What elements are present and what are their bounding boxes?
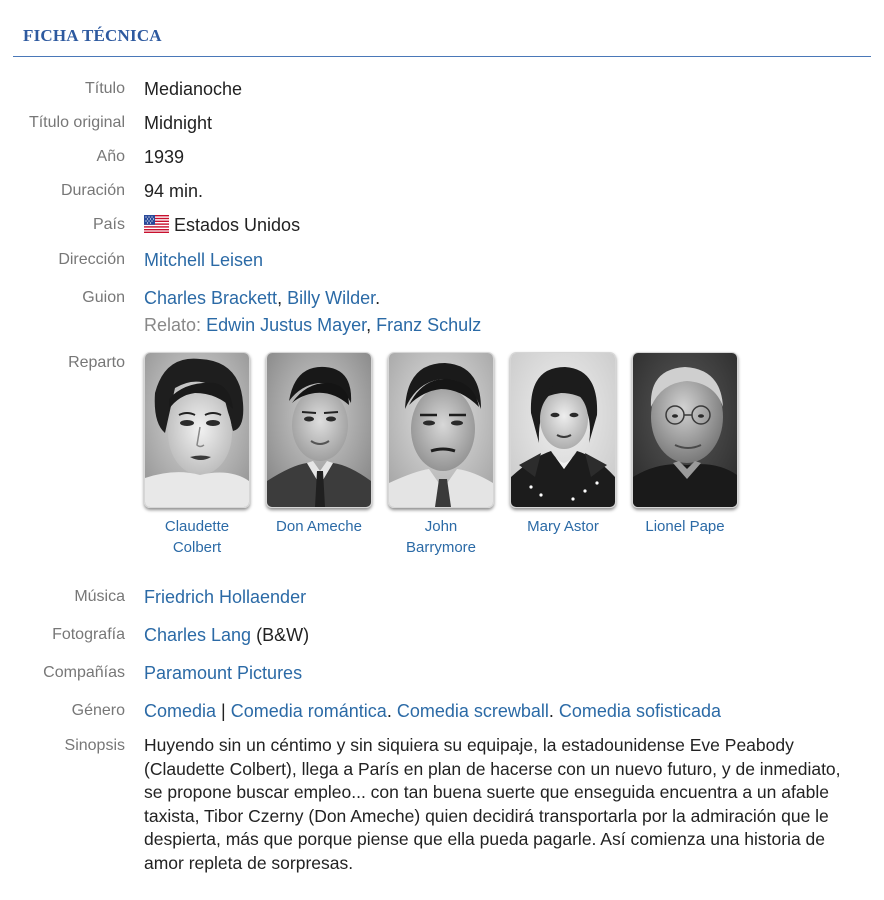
- relato-label: Relato:: [144, 315, 202, 335]
- label-titulo: Título: [84, 80, 125, 97]
- label-genero: Género: [71, 702, 125, 719]
- cast-card[interactable]: [144, 352, 250, 558]
- section-title: FICHA TÉCNICA: [23, 26, 162, 45]
- cast-name-link[interactable]: John Barrymore: [405, 518, 476, 556]
- label-guion: Guion: [82, 289, 125, 306]
- writer-link[interactable]: Billy Wilder: [287, 288, 376, 308]
- value-pais: [144, 212, 844, 241]
- cast-card[interactable]: [266, 352, 372, 537]
- cast-card[interactable]: [388, 352, 494, 558]
- genre-link[interactable]: Comedia romántica: [230, 701, 387, 721]
- cast-photo[interactable]: [144, 352, 250, 508]
- pais-name: Estados Unidos: [174, 215, 301, 235]
- cast-card[interactable]: [510, 352, 616, 537]
- cast-name-link[interactable]: Mary Astor: [527, 518, 599, 535]
- cast-card[interactable]: [632, 352, 738, 537]
- writer-link[interactable]: Charles Brackett: [144, 288, 278, 308]
- fotografia-note: (B&W): [256, 625, 310, 645]
- label-sinopsis: Sinopsis: [64, 737, 125, 754]
- synopsis-text: Huyendo sin un céntimo y sin siquiera su equipaje, la estadounidense Eve Peabody (Claudette Colbert), llega a París en plan de hacerse con un nuevo futuro, y de inmediato, se propone buscar empleo... con tan buena suerte que enseguida encuentra a un afable taxista, Tibor Czerny (Don Ameche) quien decidirá transportarla por la admiración que le despierta, más que porque piense que ella pueda pagarle. Así comienza una historia de amor repleta de sorpresas.: [144, 735, 841, 873]
- separator: .: [375, 288, 381, 308]
- cinematographer-link[interactable]: Charles Lang: [144, 625, 252, 645]
- label-anio: Año: [96, 148, 125, 165]
- separator: |: [216, 701, 231, 721]
- cast-photo[interactable]: [510, 352, 616, 508]
- label-reparto: Reparto: [68, 354, 125, 371]
- company-link[interactable]: Paramount Pictures: [144, 663, 303, 683]
- separator: .: [548, 701, 559, 721]
- cast-photo[interactable]: [632, 352, 738, 508]
- label-duracion: Duración: [60, 182, 125, 199]
- value-titulo: Medianoche: [144, 79, 243, 99]
- genre-link[interactable]: Comedia sofisticada: [558, 701, 721, 721]
- value-duracion: 94 min.: [144, 181, 204, 201]
- separator: .: [386, 701, 397, 721]
- genre-link[interactable]: Comedia screwball: [396, 701, 549, 721]
- label-pais: País: [92, 216, 125, 233]
- genre-link[interactable]: Comedia: [144, 701, 217, 721]
- label-fotografia: Fotografía: [52, 626, 125, 643]
- separator: ,: [366, 315, 377, 335]
- value-fotografia: [144, 622, 844, 649]
- composer-link[interactable]: Friedrich Hollaender: [144, 587, 307, 607]
- label-musica: Música: [74, 588, 125, 605]
- director-link[interactable]: Mitchell Leisen: [144, 250, 264, 270]
- value-genero: [144, 698, 844, 725]
- value-anio: 1939: [144, 147, 185, 167]
- separator: ,: [277, 288, 288, 308]
- cast-name-link[interactable]: Lionel Pape: [645, 518, 725, 535]
- cast-name-link[interactable]: Claudette Colbert: [164, 518, 230, 556]
- relato-writer-link[interactable]: Franz Schulz: [376, 315, 482, 335]
- cast-photo[interactable]: [266, 352, 372, 508]
- relato-writer-link[interactable]: Edwin Justus Mayer: [206, 315, 367, 335]
- us-flag-icon: [144, 214, 169, 241]
- label-titulo-original: Título original: [28, 114, 125, 131]
- label-direccion: Dirección: [58, 251, 125, 268]
- value-guion: [144, 285, 844, 339]
- value-titulo-original: Midnight: [144, 113, 213, 133]
- label-companias: Compañías: [43, 664, 125, 681]
- cast-photo[interactable]: [388, 352, 494, 508]
- title-divider: [13, 56, 871, 57]
- cast-name-link[interactable]: Don Ameche: [276, 518, 362, 535]
